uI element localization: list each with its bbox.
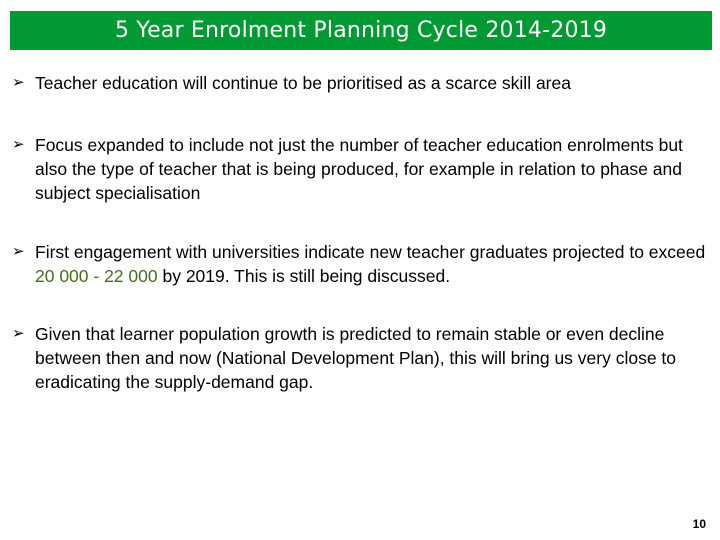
slide-title: 5 Year Enrolment Planning Cycle 2014-2019 xyxy=(114,18,608,43)
bullet-item xyxy=(12,133,712,205)
projection-range-highlight: 20 000 - 22 000 xyxy=(35,266,158,286)
arrow-bullet-icon: ➢ xyxy=(12,74,25,91)
bullet-text: Focus expanded to include not just the number of teacher education enrolments but also the type of teacher that is being produced, for example in relation to phase and subject specialisation xyxy=(35,135,683,203)
page-number: 10 xyxy=(692,517,706,531)
arrow-bullet-icon: ➢ xyxy=(12,136,25,153)
bullet-item xyxy=(12,240,712,288)
bullet-text: Teacher education will continue to be prioritised as a scarce skill area xyxy=(35,73,571,93)
bullet-text-before: First engagement with universities indicate new teacher graduates projected to exceed xyxy=(35,242,706,262)
arrow-bullet-icon: ➢ xyxy=(12,325,25,342)
bullet-item xyxy=(12,71,712,95)
bullet-text-after: by 2019. This is still being discussed. xyxy=(157,266,451,286)
bullet-text xyxy=(35,240,712,288)
bullet-item xyxy=(12,322,712,394)
title-bar xyxy=(10,11,712,50)
bullet-text: Given that learner population growth is predicted to remain stable or even decline between then and now (National Development Plan), this will bring us very close to eradicating the supply-demand gap. xyxy=(35,324,677,392)
arrow-bullet-icon: ➢ xyxy=(12,243,25,260)
